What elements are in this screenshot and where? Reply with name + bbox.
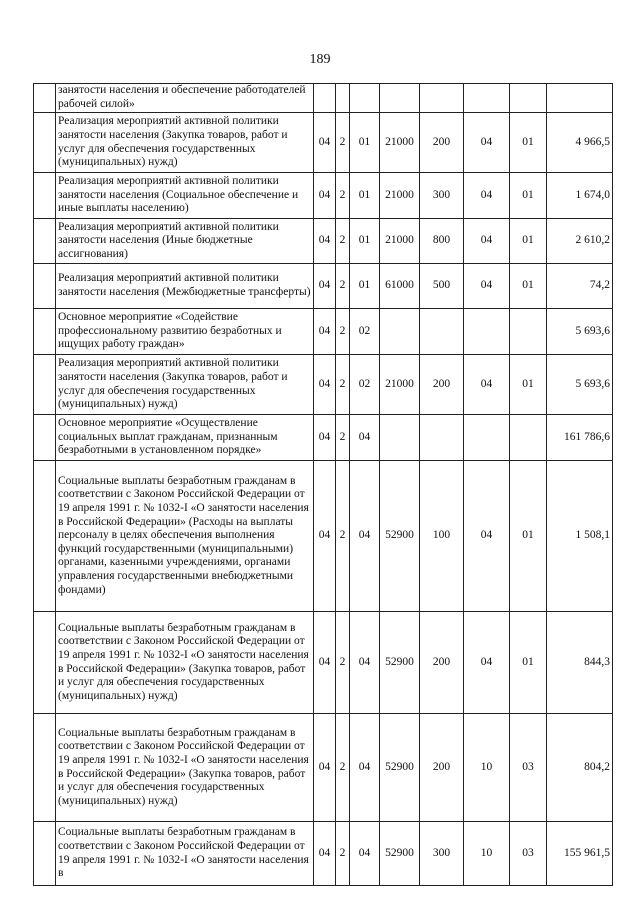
cell-amount: 1 674,0 [547, 173, 613, 219]
cell-item-name: Социальные выплаты безработным гражданам в соответствии с Законом Российской Федерации от 19 апреля 1991 г. № 1032-I «О занятости населения в Российской Федерации» (Расходы на выплаты персоналу в целях обеспечения выполнения функций государственными (муниципальными) органами, казенными учреждениями, органами управления государственными внебюджетными фондами) [56, 461, 314, 612]
cell-blank [34, 264, 56, 309]
cell-code-4: 21000 [380, 113, 420, 173]
cell-code-6: 04 [464, 264, 510, 309]
cell-code-1 [314, 84, 336, 113]
cell-code-3: 04 [350, 714, 380, 822]
table-row [34, 822, 613, 886]
cell-code-1: 04 [314, 415, 336, 461]
cell-item-name: Основное мероприятие «Содействие профессиональному развитию безработных и ищущих работу граждан» [56, 309, 314, 355]
cell-code-4 [380, 84, 420, 113]
cell-blank [34, 612, 56, 714]
cell-code-4: 52900 [380, 822, 420, 886]
cell-blank [34, 461, 56, 612]
cell-code-3: 04 [350, 822, 380, 886]
table-row [34, 714, 613, 822]
cell-blank [34, 113, 56, 173]
cell-code-1: 04 [314, 173, 336, 219]
cell-code-7: 01 [510, 612, 547, 714]
cell-amount: 161 786,6 [547, 415, 613, 461]
cell-code-6: 10 [464, 714, 510, 822]
cell-amount: 844,3 [547, 612, 613, 714]
cell-code-6 [464, 309, 510, 355]
cell-amount: 2 610,2 [547, 219, 613, 264]
table-body [34, 84, 613, 886]
table-row [34, 113, 613, 173]
cell-code-5: 800 [420, 219, 464, 264]
cell-blank [34, 822, 56, 886]
cell-item-name: Реализация мероприятий активной политики занятости населения (Закупка товаров, работ и услуг для обеспечения государственных (муниципальных) нужд) [56, 355, 314, 415]
cell-code-6: 10 [464, 822, 510, 886]
cell-code-6: 04 [464, 355, 510, 415]
cell-code-6 [464, 84, 510, 113]
page-number: 189 [309, 52, 331, 67]
cell-code-6: 04 [464, 173, 510, 219]
cell-code-4 [380, 415, 420, 461]
cell-item-name: Реализация мероприятий активной политики занятости населения (Иные бюджетные ассигнования) [56, 219, 314, 264]
cell-code-5: 500 [420, 264, 464, 309]
cell-code-4: 52900 [380, 461, 420, 612]
cell-code-2: 2 [336, 264, 350, 309]
cell-code-4: 21000 [380, 355, 420, 415]
table-row [34, 84, 613, 113]
cell-amount: 155 961,5 [547, 822, 613, 886]
cell-item-name: Социальные выплаты безработным гражданам в соответствии с Законом Российской Федерации от 19 апреля 1991 г. № 1032-I «О занятости населения в [56, 822, 314, 886]
table-row [34, 219, 613, 264]
cell-code-3: 01 [350, 264, 380, 309]
cell-code-4: 21000 [380, 219, 420, 264]
cell-code-3: 04 [350, 461, 380, 612]
cell-code-2: 2 [336, 113, 350, 173]
cell-code-3: 01 [350, 173, 380, 219]
budget-table [33, 83, 613, 886]
table-row [34, 309, 613, 355]
cell-code-7 [510, 415, 547, 461]
cell-item-name: Реализация мероприятий активной политики занятости населения (Социальное обеспечение и иные выплаты населению) [56, 173, 314, 219]
cell-code-5 [420, 309, 464, 355]
cell-code-2: 2 [336, 309, 350, 355]
cell-amount: 804,2 [547, 714, 613, 822]
cell-amount [547, 84, 613, 113]
cell-code-2: 2 [336, 415, 350, 461]
cell-item-name: Социальные выплаты безработным гражданам в соответствии с Законом Российской Федерации от 19 апреля 1991 г. № 1032-I «О занятости населения в Российской Федерации» (Закупка товаров, работ и услуг для обеспечения государственных (муниципальных) нужд) [56, 714, 314, 822]
table-row [34, 612, 613, 714]
cell-code-5: 100 [420, 461, 464, 612]
cell-code-6: 04 [464, 612, 510, 714]
cell-code-4: 52900 [380, 612, 420, 714]
cell-code-1: 04 [314, 264, 336, 309]
cell-blank [34, 309, 56, 355]
cell-code-5 [420, 415, 464, 461]
cell-code-7: 01 [510, 173, 547, 219]
cell-code-6: 04 [464, 219, 510, 264]
cell-amount: 74,2 [547, 264, 613, 309]
cell-code-7: 03 [510, 822, 547, 886]
cell-code-1: 04 [314, 219, 336, 264]
cell-blank [34, 714, 56, 822]
table-row [34, 173, 613, 219]
cell-item-name: Основное мероприятие «Осуществление социальных выплат гражданам, признанным безработными в установленном порядке» [56, 415, 314, 461]
cell-code-1: 04 [314, 355, 336, 415]
cell-code-5: 200 [420, 113, 464, 173]
cell-item-name: занятости населения и обеспечение работодателей рабочей силой» [56, 84, 314, 113]
cell-code-6 [464, 415, 510, 461]
table-row [34, 264, 613, 309]
cell-code-5: 300 [420, 173, 464, 219]
cell-blank [34, 219, 56, 264]
cell-code-1: 04 [314, 309, 336, 355]
cell-code-4 [380, 309, 420, 355]
cell-code-1: 04 [314, 714, 336, 822]
cell-code-2: 2 [336, 219, 350, 264]
cell-code-7: 01 [510, 219, 547, 264]
cell-code-4: 52900 [380, 714, 420, 822]
cell-code-5: 200 [420, 714, 464, 822]
cell-code-6: 04 [464, 113, 510, 173]
cell-code-2: 2 [336, 355, 350, 415]
cell-blank [34, 355, 56, 415]
cell-item-name: Социальные выплаты безработным гражданам в соответствии с Законом Российской Федерации от 19 апреля 1991 г. № 1032-I «О занятости населения в Российской Федерации» (Закупка товаров, работ и услуг для обеспечения государственных (муниципальных) нужд) [56, 612, 314, 714]
cell-code-7: 01 [510, 113, 547, 173]
cell-code-6: 04 [464, 461, 510, 612]
cell-code-3: 01 [350, 219, 380, 264]
cell-amount: 5 693,6 [547, 309, 613, 355]
cell-code-3: 02 [350, 355, 380, 415]
cell-blank [34, 415, 56, 461]
cell-code-1: 04 [314, 612, 336, 714]
cell-amount: 5 693,6 [547, 355, 613, 415]
cell-amount: 1 508,1 [547, 461, 613, 612]
cell-code-7: 01 [510, 264, 547, 309]
cell-code-7: 03 [510, 714, 547, 822]
cell-code-3 [350, 84, 380, 113]
cell-code-4: 61000 [380, 264, 420, 309]
cell-code-5: 200 [420, 612, 464, 714]
cell-code-2 [336, 84, 350, 113]
cell-code-2: 2 [336, 822, 350, 886]
cell-code-2: 2 [336, 714, 350, 822]
cell-code-1: 04 [314, 113, 336, 173]
cell-amount: 4 966,5 [547, 113, 613, 173]
cell-code-5: 200 [420, 355, 464, 415]
cell-code-2: 2 [336, 612, 350, 714]
table-row [34, 461, 613, 612]
cell-code-3: 04 [350, 415, 380, 461]
cell-item-name: Реализация мероприятий активной политики занятости населения (Закупка товаров, работ и услуг для обеспечения государственных (муниципальных) нужд) [56, 113, 314, 173]
cell-code-7: 01 [510, 355, 547, 415]
cell-item-name: Реализация мероприятий активной политики занятости населения (Межбюджетные трансферты) [56, 264, 314, 309]
table-row [34, 355, 613, 415]
cell-blank [34, 84, 56, 113]
cell-code-5 [420, 84, 464, 113]
cell-code-7: 01 [510, 461, 547, 612]
cell-code-3: 02 [350, 309, 380, 355]
cell-code-4: 21000 [380, 173, 420, 219]
cell-code-1: 04 [314, 461, 336, 612]
table-row [34, 415, 613, 461]
cell-code-5: 300 [420, 822, 464, 886]
cell-code-2: 2 [336, 461, 350, 612]
cell-blank [34, 173, 56, 219]
cell-code-1: 04 [314, 822, 336, 886]
cell-code-7 [510, 84, 547, 113]
cell-code-7 [510, 309, 547, 355]
cell-code-3: 04 [350, 612, 380, 714]
cell-code-3: 01 [350, 113, 380, 173]
cell-code-2: 2 [336, 173, 350, 219]
